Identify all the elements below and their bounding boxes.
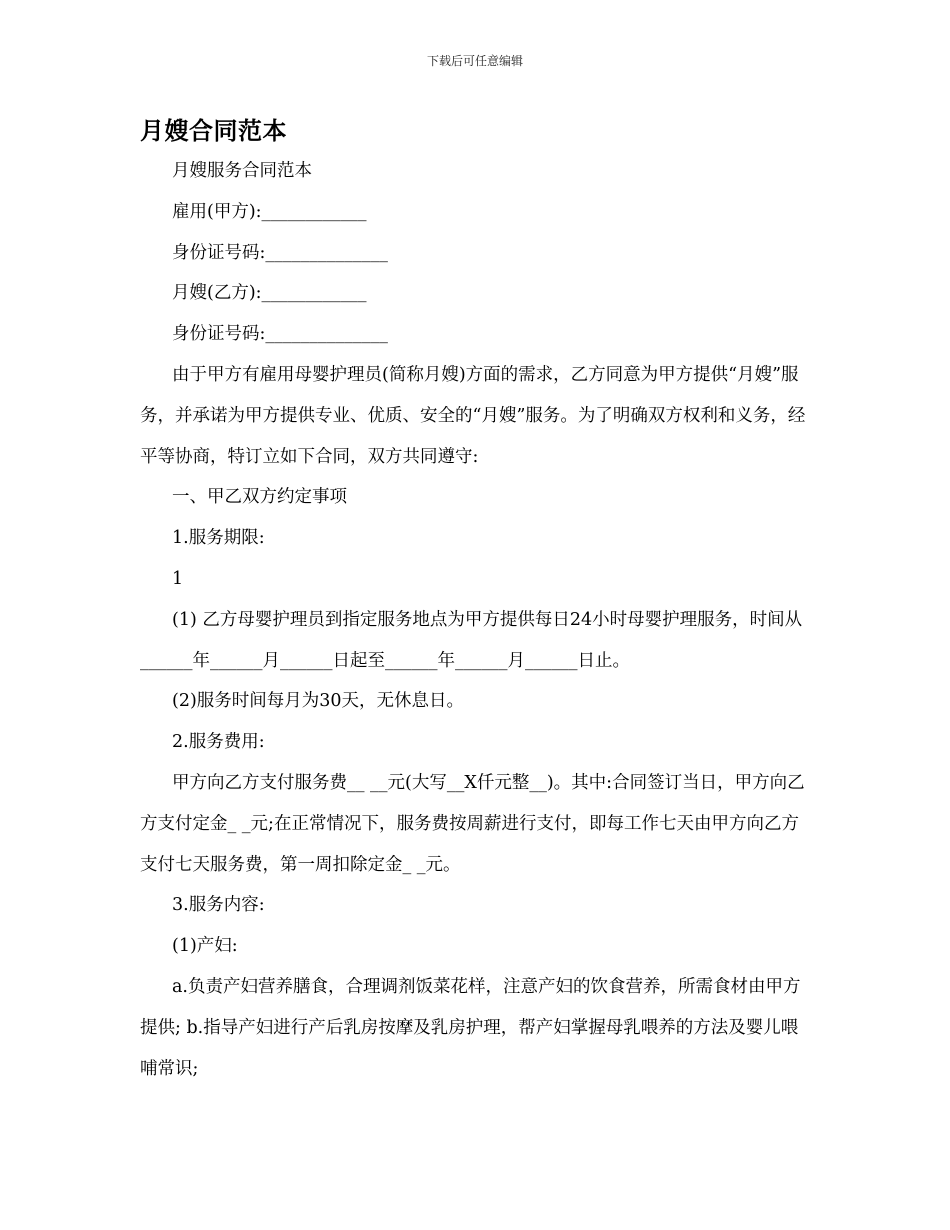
mother-care-paragraph: a.负责产妇营养膳食，合理调剂饭菜花样，注意产妇的饮食营养，所需食材由甲方提供; b.指导产妇进行产后乳房按摩及乳房护理，帮产妇掌握母乳喂养的方法及婴儿喂哺常识; (140, 976, 801, 1079)
nanny-id-field: 身份证号码:______________ (172, 324, 388, 345)
employer-field: 雇用(甲方):____________ (172, 201, 367, 222)
clause-service-content: 3.服务内容: (172, 895, 265, 916)
employer-id-field: 身份证号码:______________ (172, 242, 388, 263)
clause-mother: (1)产妇: (172, 936, 238, 957)
clause-service-period: 1.服务期限: (172, 528, 265, 549)
document-body (140, 151, 815, 1089)
clause-1-1-paragraph: (1) 乙方母婴护理员到指定服务地点为甲方提供每日24小时母婴护理服务，时间从______年______月______日起至______年______月______日止。 (140, 609, 803, 671)
section-heading: 一、甲乙双方约定事项 (172, 487, 347, 508)
intro-paragraph: 由于甲方有雇用母婴护理员(简称月嫂)方面的需求，乙方同意为甲方提供“月嫂”服务，并承诺为甲方提供专业、优质、安全的“月嫂”服务。为了明确双方权利和义务，经平等协商，特订立如下合同，双方共同遵守: (140, 364, 806, 467)
clause-number: 1 (172, 568, 184, 589)
subtitle-paragraph: 月嫂服务合同范本 (172, 161, 312, 181)
nanny-field: 月嫂(乙方):____________ (172, 283, 367, 304)
fee-paragraph: 甲方向乙方支付服务费__ __元(大写__X仟元整__)。其中:合同签订当日，甲方向乙方支付定金_ _元;在正常情况下，服务费按周薪进行支付，即每工作七天由甲方向乙方支付七天服务费，第一周扣除定金_ _元。 (140, 772, 805, 875)
clause-service-fee: 2.服务费用: (172, 732, 265, 753)
page-header-note: 下载后可任意编辑 (426, 54, 523, 68)
clause-1-2-paragraph: (2)服务时间每月为30天，无休息日。 (172, 691, 465, 712)
document-title: 月嫂合同范本 (140, 116, 287, 145)
